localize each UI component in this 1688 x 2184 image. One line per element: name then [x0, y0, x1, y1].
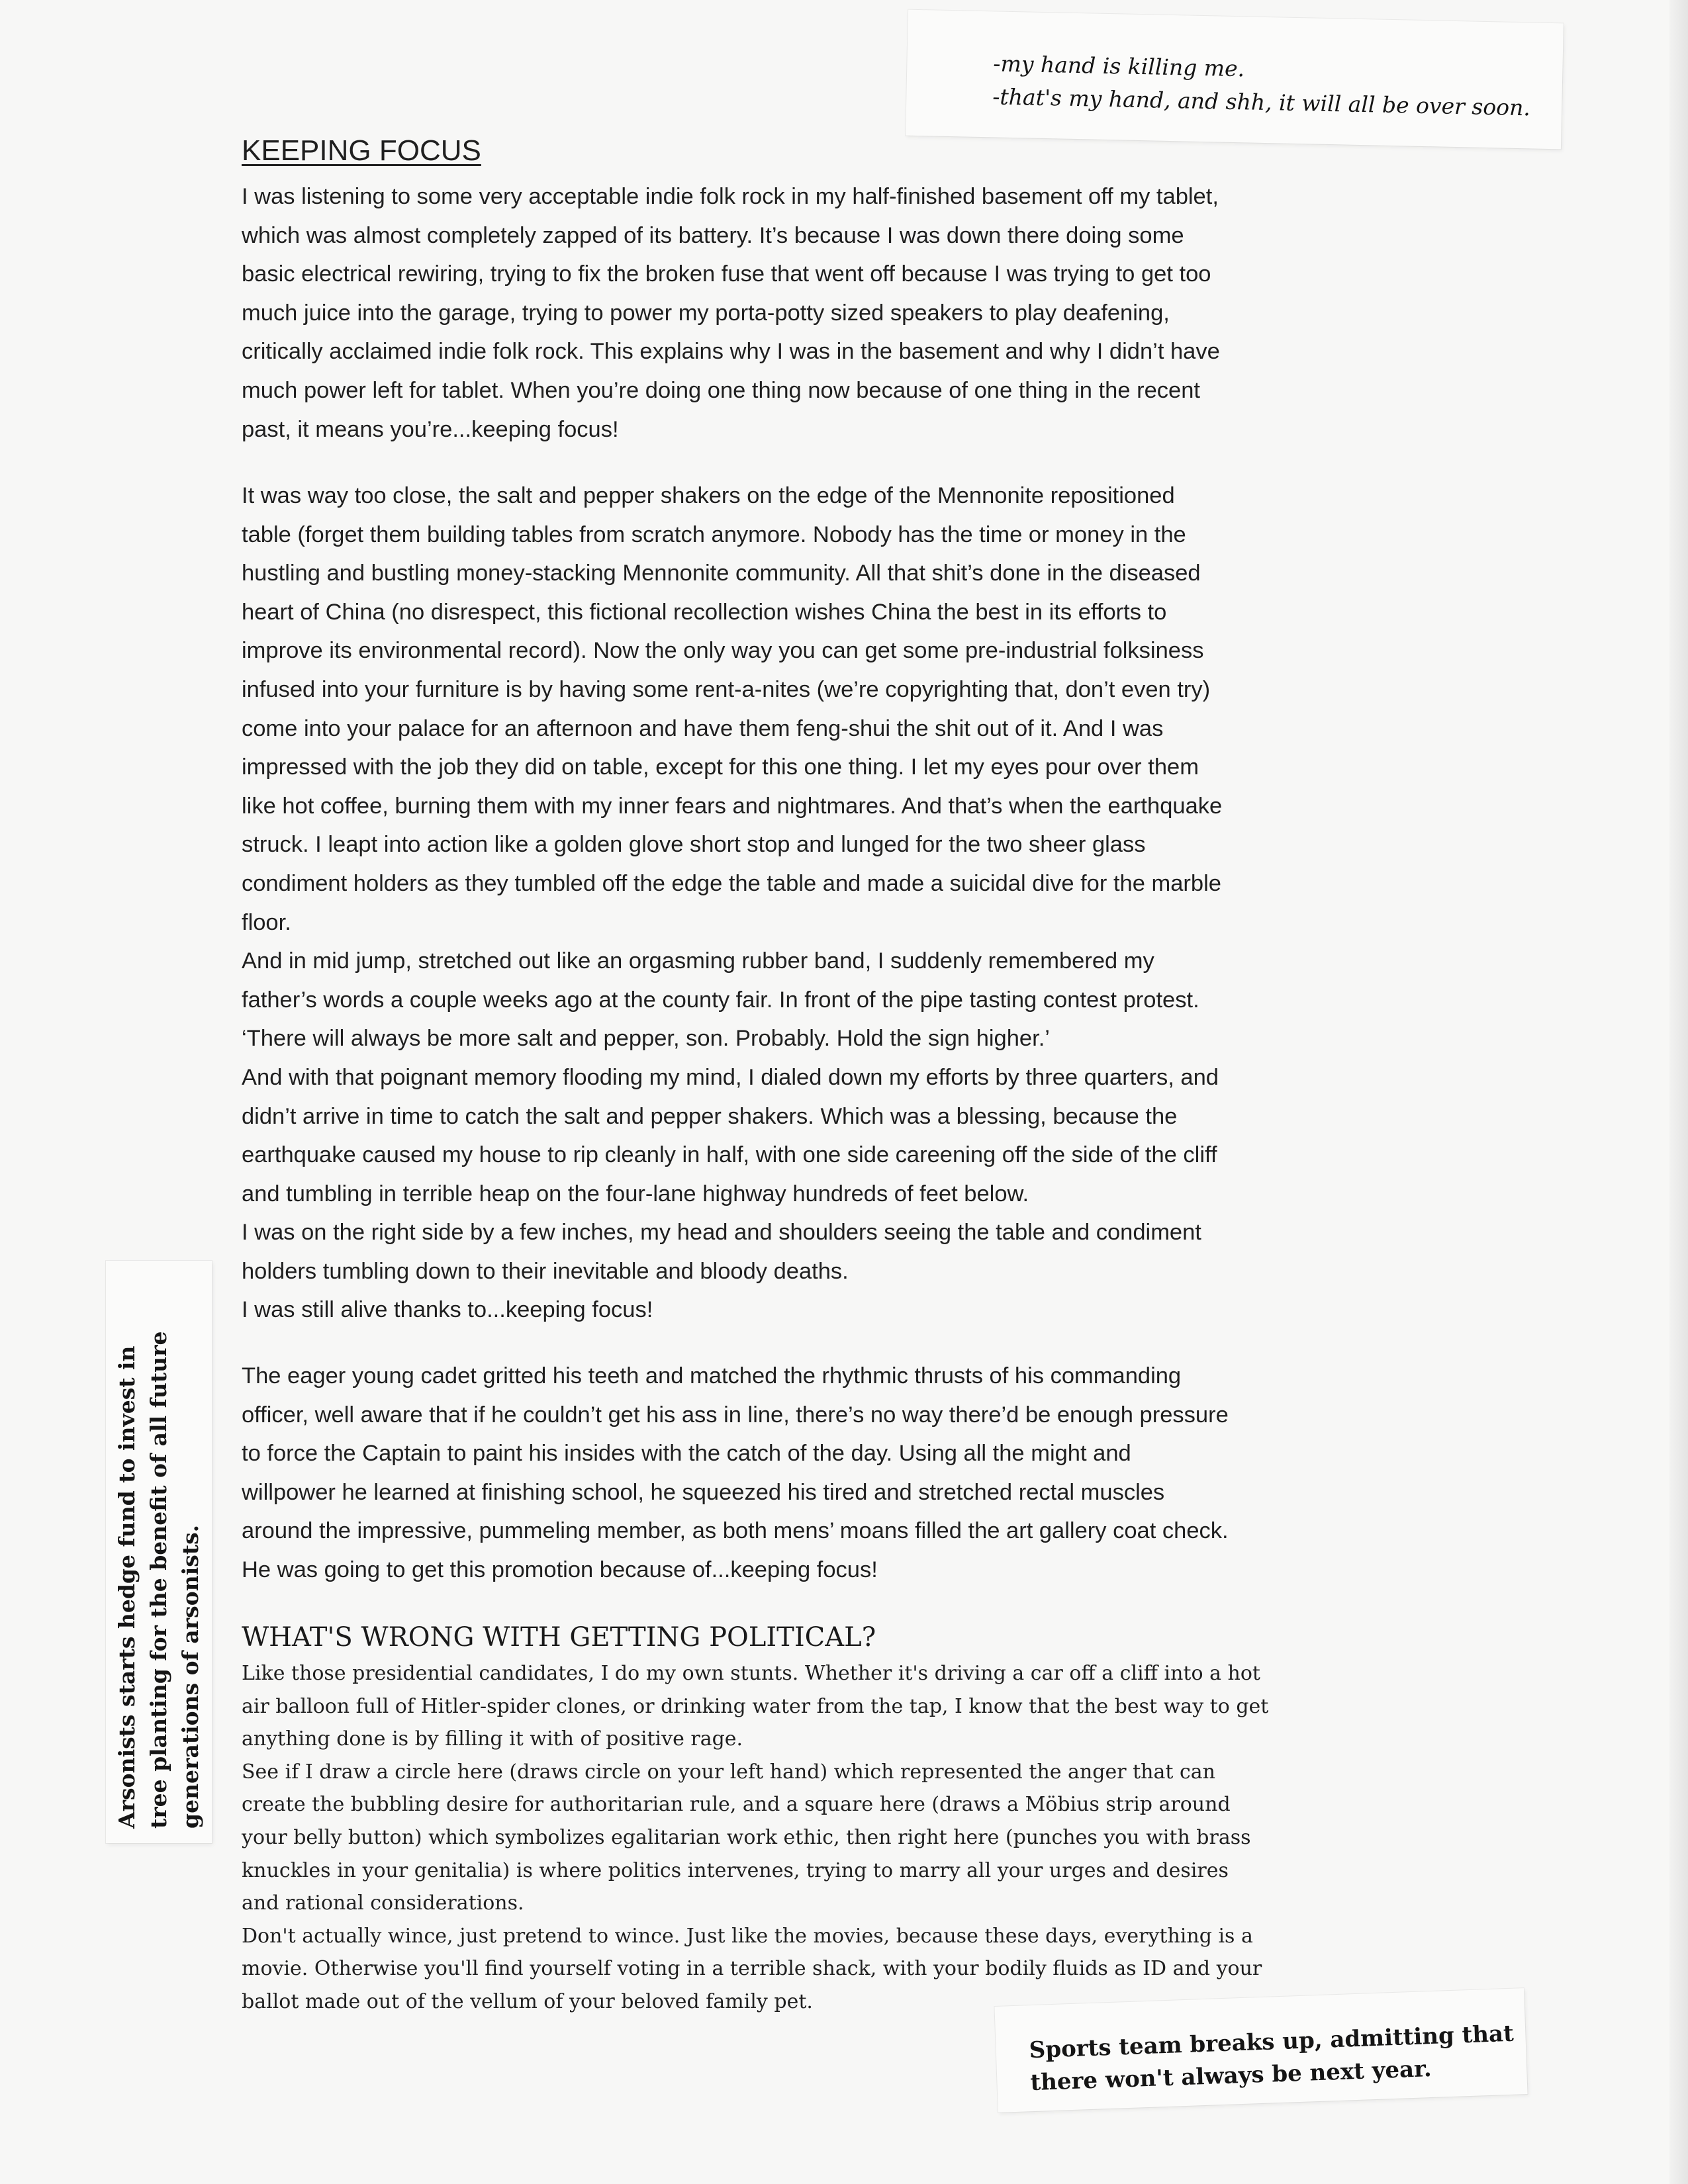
text-line: create the bubbling desire for authoritarian rule, and a square here (draws a Möbius strip around — [242, 1793, 1231, 1817]
text-line: past, it means you’re...keeping focus! — [242, 416, 619, 442]
text-line: I was still alive thanks to...keeping focus! — [242, 1297, 653, 1323]
note-line: -my hand is killing me. — [993, 50, 1245, 82]
text-line: infused into your furniture is by having some rent-a-nites (we’re copyrighting that, don’t even try) — [242, 676, 1211, 702]
text-line: your belly button) which symbolizes egalitarian work ethic, then right here (punches you with brass — [242, 1825, 1251, 1849]
text-line: The eager young cadet gritted his teeth and matched the rhythmic thrusts of his commanding — [242, 1363, 1182, 1388]
text-line: And with that poignant memory flooding my mind, I dialed down my efforts by three quarters, and — [242, 1064, 1219, 1090]
note-line: Sports team breaks up, admitting that — [1029, 2020, 1515, 2064]
paragraph — [242, 477, 1473, 1330]
text-line: and tumbling in terrible heap on the four-lane highway hundreds of feet below. — [242, 1181, 1029, 1206]
text-line: See if I draw a circle here (draws circle on your left hand) which represented the anger that can — [242, 1760, 1215, 1784]
text-line: come into your palace for an afternoon and have them feng-shui the shit out of it. And I was — [242, 715, 1164, 741]
text-line: I was listening to some very acceptable indie folk rock in my half-finished basement off my tablet, — [242, 184, 1219, 209]
text-line: earthquake caused my house to rip cleanly in half, with one side careening off the side of the cliff — [242, 1142, 1217, 1168]
section-earthquake-body — [242, 477, 1473, 1330]
section-getting-political-body — [242, 1657, 1473, 2019]
text-line: father’s words a couple weeks ago at the county fair. In front of the pipe tasting contest protest. — [242, 987, 1199, 1013]
text-line: Don't actually wince, just pretend to wince. Just like the movies, because these days, everything is a — [242, 1924, 1253, 1948]
text-line: and rational considerations. — [242, 1891, 524, 1915]
text-line: critically acclaimed indie folk rock. This explains why I was in the basement and why I didn’t have — [242, 339, 1220, 365]
text-line: which was almost completely zapped of its battery. It’s because I was down there doing some — [242, 222, 1184, 248]
text-line: table (forget them building tables from scratch anymore. Nobody has the time or money in the — [242, 522, 1186, 547]
note-line: -that's my hand, and shh, it will all be over soon. — [992, 83, 1531, 121]
text-line: ‘There will always be more salt and pepper, son. Probably. Hold the sign higher.’ — [242, 1026, 1050, 1052]
section-keeping-focus-body — [242, 177, 1473, 449]
pasted-note-top — [906, 10, 1564, 150]
text-line: much juice into the garage, trying to power my porta-potty sized speakers to play deafening, — [242, 300, 1170, 326]
text-line: ballot made out of the vellum of your beloved family pet. — [242, 1989, 813, 2013]
text-line: holders tumbling down to their inevitable and bloody deaths. — [242, 1258, 849, 1284]
text-line: I was on the right side by a few inches, my head and shoulders seeing the table and condiment — [242, 1220, 1201, 1246]
text-line: condiment holders as they tumbled off the edge the table and made a suicidal dive for the marble — [242, 870, 1221, 896]
text-line: like hot coffee, burning them with my inner fears and nightmares. And that’s when the earthquake — [242, 793, 1223, 819]
page-edge-shadow — [1669, 0, 1688, 2184]
text-line: It was way too close, the salt and pepper shakers on the edge of the Mennonite repositioned — [242, 483, 1175, 508]
text-line: knuckles in your genitalia) is where politics intervenes, trying to marry all your urges and desires — [242, 1858, 1229, 1882]
text-line: to force the Captain to paint his insides with the catch of the day. Using all the might and — [242, 1441, 1131, 1467]
pasted-note-bottom — [994, 1988, 1527, 2113]
section-cadet-body — [242, 1357, 1473, 1590]
text-line: floor. — [242, 909, 291, 935]
text-line: willpower he learned at finishing school, he squeezed his tired and stretched rectal muscles — [242, 1479, 1165, 1505]
text-line: movie. Otherwise you'll find yourself voting in a terrible shack, with your bodily fluids as ID and your — [242, 1957, 1262, 1981]
text-line: hustling and bustling money-stacking Mennonite community. All that shit’s done in the diseased — [242, 561, 1201, 586]
paragraph — [242, 1357, 1473, 1590]
text-line: struck. I leapt into action like a golden glove short stop and lunged for the two sheer glass — [242, 832, 1146, 858]
text-line: impressed with the job they did on table, except for this one thing. I let my eyes pour over them — [242, 754, 1199, 780]
text-line: improve its environmental record). Now the only way you can get some pre-industrial folksiness — [242, 638, 1204, 664]
text-line: He was going to get this promotion because of...keeping focus! — [242, 1557, 878, 1582]
text-line: didn’t arrive in time to catch the salt and pepper shakers. Which was a blessing, because the — [242, 1103, 1178, 1129]
text-line: basic electrical rewiring, trying to fix the broken fuse that went off because I was trying to get too — [242, 261, 1211, 287]
text-line: officer, well aware that if he couldn’t get his ass in line, there’s no way there’d be enough pressure — [242, 1402, 1229, 1428]
note-line: generations of arsonists. — [177, 1524, 203, 1829]
text-line: heart of China (no disrespect, this fictional recollection wishes China the best in its efforts to — [242, 599, 1167, 625]
text-line: And in mid jump, stretched out like an orgasming rubber band, I suddenly remembered my — [242, 948, 1154, 974]
note-rotated-text — [106, 1261, 212, 1843]
note-line: there won't always be next year. — [1029, 2056, 1432, 2097]
text-line: Like those presidential candidates, I do my own stunts. Whether it's driving a car off a cliff into a hot — [242, 1662, 1260, 1685]
section-heading-getting-political: WHAT'S WRONG WITH GETTING POLITICAL? — [242, 1622, 876, 1653]
text-line: air balloon full of Hitler-spider clones, or drinking water from the tap, I know that the best way to get — [242, 1694, 1269, 1718]
note-line: tree planting for the benefit of all future — [146, 1331, 171, 1829]
paragraph — [242, 1657, 1473, 2019]
text-line: much power left for tablet. When you’re doing one thing now because of one thing in the recent — [242, 377, 1200, 403]
text-line: around the impressive, pummeling member, as both mens’ moans filled the art gallery coat check. — [242, 1518, 1229, 1544]
section-heading-keeping-focus: KEEPING FOCUS — [242, 134, 481, 167]
text-line: anything done is by filling it with of positive rage. — [242, 1727, 743, 1751]
note-line: Arsonists starts hedge fund to invest in — [114, 1345, 140, 1829]
paragraph — [242, 177, 1473, 449]
pasted-note-side — [106, 1261, 212, 1843]
